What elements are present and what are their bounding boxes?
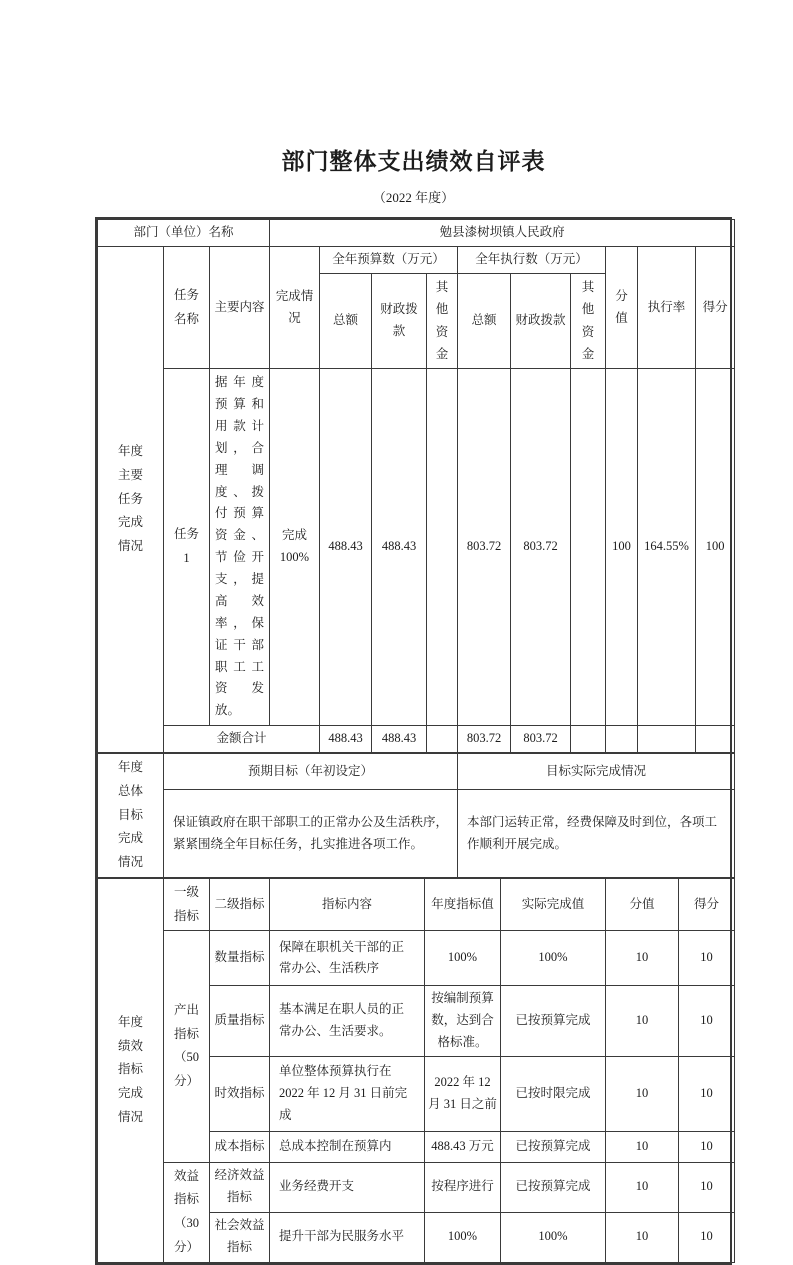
dept-name-row	[98, 220, 735, 247]
task-exec-fiscal-cell: 803.72	[511, 369, 571, 726]
dept-name-label: 部门（单位）名称	[98, 220, 270, 247]
indicator-actual-cell: 已按预算完成	[501, 1162, 606, 1213]
indicator-level2-cell: 质量指标	[210, 986, 270, 1057]
task-exec-total-cell: 803.72	[458, 369, 511, 726]
indicator-points-cell: 10	[606, 986, 679, 1057]
total-budget-fiscal-cell: 488.43	[372, 726, 427, 753]
task-budget-total-cell: 488.43	[320, 369, 372, 726]
task-score-cell: 100	[696, 369, 735, 726]
indicator-content-cell: 业务经费开支	[270, 1162, 425, 1213]
goals-table	[97, 753, 735, 878]
indicator-level2-cell: 时效指标	[210, 1057, 270, 1132]
indicator-row	[98, 1162, 735, 1213]
indicator-points-cell: 10	[606, 1162, 679, 1213]
amount-total-label: 金额合计	[164, 726, 320, 753]
indicator-content-cell: 单位整体预算执行在 2022 年 12 月 31 日前完成	[270, 1057, 425, 1132]
task-name-cell: 任务1	[164, 369, 210, 726]
indicator-group-output: 产出指标（50分）	[164, 931, 210, 1162]
task-budget-other-cell	[427, 369, 458, 726]
indicator-group-benefit: 效益指标（30分）	[164, 1162, 210, 1262]
task-budget-fiscal-cell: 488.43	[372, 369, 427, 726]
total-exec-fiscal-cell: 803.72	[511, 726, 571, 753]
indicator-actual-cell: 已按时限完成	[501, 1057, 606, 1132]
tasks-header-group-row	[98, 246, 735, 273]
col-header-completion: 完成情况	[270, 246, 320, 368]
indicator-level2-cell: 经济效益指标	[210, 1162, 270, 1213]
indicator-target-cell: 按程序进行	[425, 1162, 501, 1213]
task-exec-rate-cell: 164.55%	[638, 369, 696, 726]
indicator-actual-cell: 100%	[501, 931, 606, 986]
indicator-target-cell: 100%	[425, 1213, 501, 1262]
col-header-budget-other: 其他资金	[427, 273, 458, 368]
indicator-points-cell: 10	[606, 1057, 679, 1132]
indicators-table	[97, 878, 735, 1263]
total-exec-rate-cell	[638, 726, 696, 753]
goals-actual-text: 本部门运转正常，经费保障及时到位，各项工作顺利开展完成。	[458, 790, 735, 878]
indicator-level2-cell: 社会效益指标	[210, 1213, 270, 1262]
col-header-main-content: 主要内容	[210, 246, 270, 368]
total-exec-other-cell	[571, 726, 606, 753]
col-header-indicator-points: 分值	[606, 878, 679, 931]
indicator-actual-cell: 100%	[501, 1213, 606, 1262]
indicator-level2-cell: 数量指标	[210, 931, 270, 986]
total-score-cell	[696, 726, 735, 753]
col-header-exec-rate: 执行率	[638, 246, 696, 368]
total-points-cell	[606, 726, 638, 753]
col-header-indicator-content: 指标内容	[270, 878, 425, 931]
col-header-level1: 一级指标	[164, 878, 210, 931]
indicator-actual-cell: 已按预算完成	[501, 1131, 606, 1162]
goals-header-row	[98, 754, 735, 790]
indicator-content-cell: 提升干部为民服务水平	[270, 1213, 425, 1262]
total-budget-total-cell: 488.43	[320, 726, 372, 753]
col-header-budget-fiscal: 财政拨款	[372, 273, 427, 368]
indicator-target-cell: 按编制预算数，达到合格标准。	[425, 986, 501, 1057]
self-evaluation-table	[95, 217, 732, 1265]
task-completion-cell: 完成100%	[270, 369, 320, 726]
goals-expected-header: 预期目标（年初设定）	[164, 754, 458, 790]
goals-actual-header: 目标实际完成情况	[458, 754, 735, 790]
total-budget-other-cell	[427, 726, 458, 753]
col-header-exec-other: 其他资金	[571, 273, 606, 368]
col-header-budget-group: 全年预算数（万元）	[320, 246, 458, 273]
page-title: 部门整体支出绩效自评表	[281, 149, 546, 174]
goals-side-label: 年度总体目标完成情况	[98, 754, 164, 878]
indicator-level2-cell: 成本指标	[210, 1131, 270, 1162]
page-subtitle: （2022 年度）	[372, 190, 455, 205]
task-points-cell: 100	[606, 369, 638, 726]
document-sheet	[95, 143, 732, 1265]
col-header-exec-total: 总额	[458, 273, 511, 368]
col-header-score: 得分	[696, 246, 735, 368]
task-exec-other-cell	[571, 369, 606, 726]
indicator-points-cell: 10	[606, 931, 679, 986]
indicator-content-cell: 保障在职机关干部的正常办公、生活秩序	[270, 931, 425, 986]
col-header-level2: 二级指标	[210, 878, 270, 931]
tasks-table	[97, 219, 735, 753]
indicator-score-cell: 10	[679, 1057, 735, 1132]
col-header-indicator-score: 得分	[679, 878, 735, 931]
indicator-content-cell: 总成本控制在预算内	[270, 1131, 425, 1162]
total-exec-total-cell: 803.72	[458, 726, 511, 753]
tasks-side-label: 年度主要任务完成情况	[98, 246, 164, 752]
goals-content-row	[98, 790, 735, 878]
indicator-target-cell: 488.43 万元	[425, 1131, 501, 1162]
dept-name-value: 勉县漆树坝镇人民政府	[270, 220, 735, 247]
indicator-target-cell: 100%	[425, 931, 501, 986]
indicator-content-cell: 基本满足在职人员的正常办公、生活要求。	[270, 986, 425, 1057]
amount-total-row	[98, 726, 735, 753]
col-header-exec-fiscal: 财政拨款	[511, 273, 571, 368]
task-main-content-cell: 据年度预算和用款计划，合理调度、拨付预算资金、节俭开支，提高效率，保证干部职工工资发放。	[210, 369, 270, 726]
indicators-header-row	[98, 878, 735, 931]
col-header-exec-group: 全年执行数（万元）	[458, 246, 606, 273]
indicator-points-cell: 10	[606, 1213, 679, 1262]
col-header-target-value: 年度指标值	[425, 878, 501, 931]
col-header-task-name: 任务名称	[164, 246, 210, 368]
indicator-score-cell: 10	[679, 986, 735, 1057]
indicator-target-cell: 2022 年 12 月 31 日之前	[425, 1057, 501, 1132]
indicator-score-cell: 10	[679, 931, 735, 986]
task-row	[98, 369, 735, 726]
indicator-score-cell: 10	[679, 1131, 735, 1162]
indicator-actual-cell: 已按预算完成	[501, 986, 606, 1057]
col-header-actual-value: 实际完成值	[501, 878, 606, 931]
col-header-budget-total: 总额	[320, 273, 372, 368]
indicator-points-cell: 10	[606, 1131, 679, 1162]
goals-expected-text: 保证镇政府在职干部职工的正常办公及生活秩序，紧紧围绕全年目标任务，扎实推进各项工作。	[164, 790, 458, 878]
indicators-side-label: 年度绩效指标完成情况	[98, 878, 164, 1262]
indicator-score-cell: 10	[679, 1213, 735, 1262]
indicator-row	[98, 931, 735, 986]
col-header-points: 分值	[606, 246, 638, 368]
indicator-score-cell: 10	[679, 1162, 735, 1213]
